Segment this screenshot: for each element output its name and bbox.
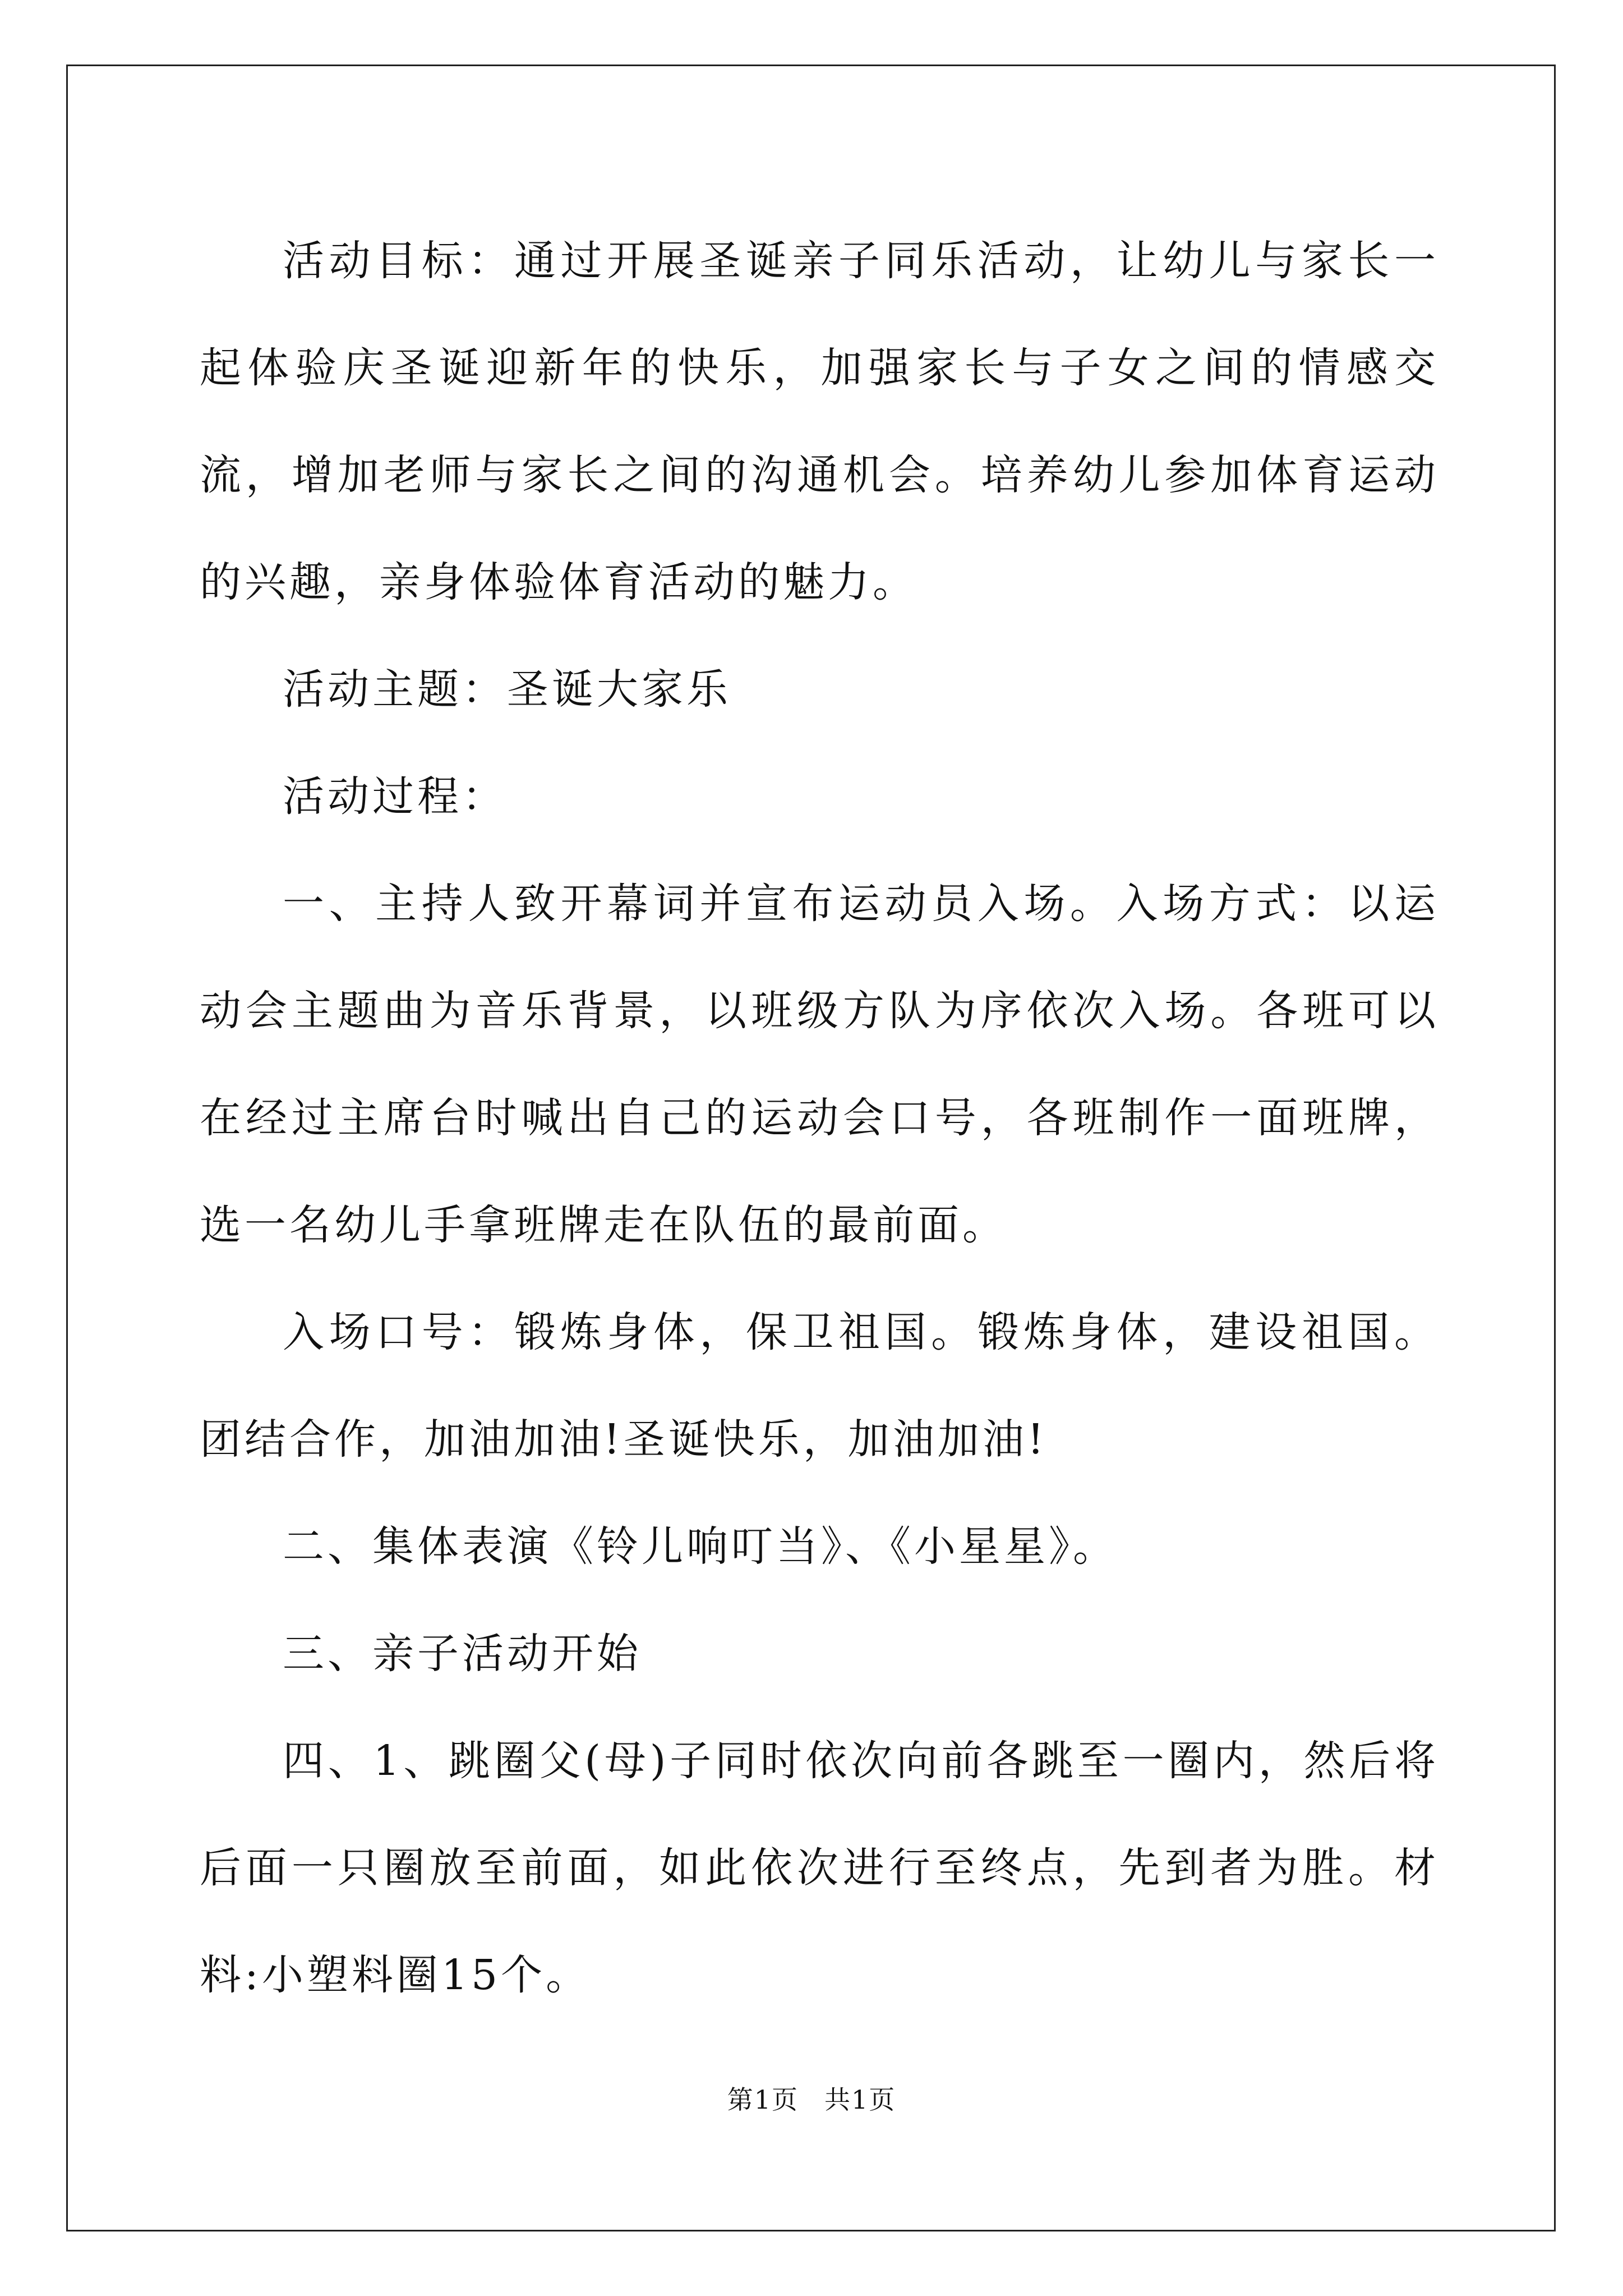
page-number: 第1页: [727, 2085, 799, 2115]
paragraph-step-three: 三、亲子活动开始: [283, 1630, 642, 1678]
paragraph-step-four: 四、1、跳圈父(母)子同时依次向前各跳至一圈内，然后将后面一只圈放至前面，如此依次进行至终点，先到者为胜。材料:小塑料圈15个。: [200, 1737, 1439, 1999]
paragraph-step-two: 二、集体表演《铃儿响叮当》、《小星星》。: [283, 1522, 1118, 1571]
paragraph-goal: 活动目标：通过开展圣诞亲子同乐活动，让幼儿与家长一起体验庆圣诞迎新年的快乐，加强家长与子女之间的情感交流，增加老师与家长之间的沟通机会。培养幼儿参加体育运动的兴趣，亲身体验体育活动的魅力。: [200, 237, 1439, 606]
paragraph-theme: 活动主题：圣诞大家乐: [283, 665, 731, 714]
paragraph-slogan: 入场口号：锻炼身体，保卫祖国。锻炼身体，建设祖国。团结合作，加油加油!圣诞快乐，加油加油!: [200, 1308, 1439, 1464]
paragraph-process-heading: 活动过程：: [283, 772, 507, 821]
document-body: [200, 208, 1439, 2029]
page-footer: [0, 2083, 1623, 2116]
page-total: 共1页: [824, 2085, 896, 2115]
paragraph-step-one: 一、主持人致开幕词并宣布运动员入场。入场方式：以运动会主题曲为音乐背景，以班级方队为序依次入场。各班可以在经过主席台时喊出自己的运动会口号，各班制作一面班牌，选一名幼儿手拿班牌走在队伍的最前面。: [200, 880, 1439, 1249]
